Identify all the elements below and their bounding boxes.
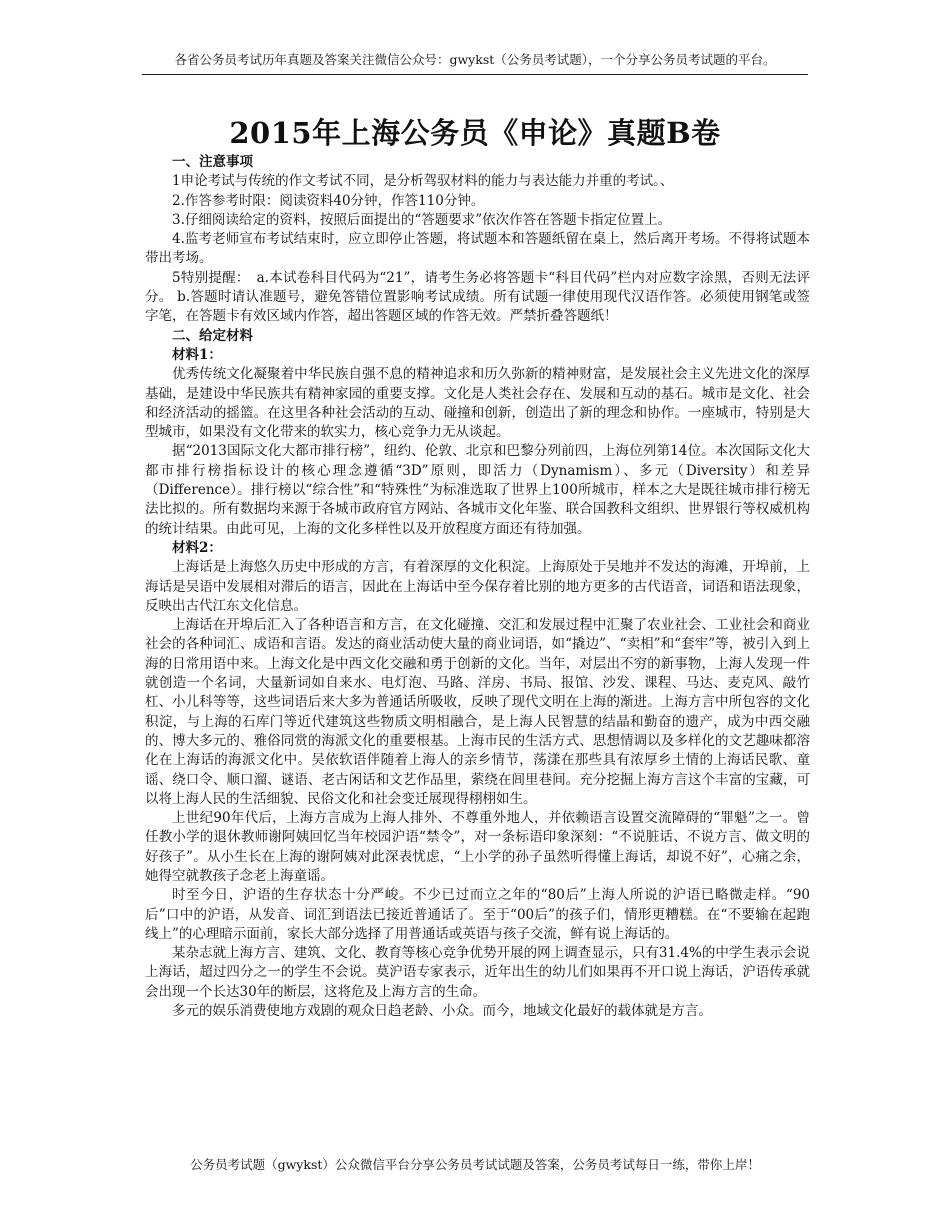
notice-item: 4.监考老师宣布考试结束时，应立即停止答题，将试题本和答题纸留在桌上，然后离开考场。不得将试题本带出考场。 (145, 231, 810, 267)
header-divider (142, 74, 808, 75)
material2-paragraph: 某杂志就上海方言、建筑、文化、教育等核心竞争优势开展的网上调查显示，只有31.4%的中学生表示会说上海话，超过四分之一的学生不会说。莫沪语专家表示，近年出生的幼儿们如果再不开口说上海话，沪语传承就会出现一个长达30年的断层，这将危及上海方言的生命。 (145, 945, 810, 1000)
material1-paragraph: 优秀传统文化凝聚着中华民族自强不息的精神追求和历久弥新的精神财富，是发展社会主义先进文化的深厚基础，是建设中华民族共有精神家园的重要支撑。文化是人类社会存在、发展和互动的基石。城市是文化、社会和经济活动的摇篮。在这里各种社会活动的互动、碰撞和创新，创造出了新的理念和协作。一座城市，特别是大型城市，如果没有文化带来的软实力，核心竞争力无从谈起。 (145, 366, 810, 441)
notice-item: 2.作答参考时限：阅读资料40分钟，作答110分钟。 (172, 192, 485, 209)
document-body (145, 153, 810, 1021)
material2-paragraph: 时至今日，沪语的生存状态十分严峻。不少已过而立之年的“80后”上海人所说的沪语已略微走样。“90后”口中的沪语，从发音、词汇到语法已接近普通话了。至于“00后”的孩子们，情形更糟糕。在“不要输在起跑线上”的心理暗示面前，家长大部分选择了用普通话或英语与孩子交流，鲜有说上海话的。 (145, 887, 810, 942)
notice-item: 5特别提醒： a.本试卷科目代码为“21”，请考生务必将答题卡“科目代码”栏内对应数字涂黑，否则无法评分。 b.答题时请认准题号，避免答错位置影响考试成绩。所有试题一律使用现代汉语作答。必须使用钢笔或签字笔，在答题卡有效区域内作答，超出答题区域的作答无效。严禁折叠答题纸！ (145, 269, 810, 325)
material1-paragraph: 据“2013国际文化大都市排行榜”，纽约、伦敦、北京和巴黎分列前四，上海位列第14位。本次国际文化大都市排行榜指标设计的核心理念遵循“3D”原则，即活力（Dynamism）、多元（Diversity）和差异（Difference）。排行榜以“综合性”和“特殊性”为标准选取了世界上100所城市，样本之大是既往城市排行榜无法比拟的。所有数据均来源于各城市政府官方网站、各城市文化年鉴、联合国教科文组织、世界银行等权威机构的统计结果。由此可见，上海的文化多样性以及开放程度方面还有待加强。 (145, 443, 810, 537)
section-heading-notice: 一、注意事项 (172, 154, 253, 170)
material2-paragraph: 上世纪90年代后，上海方言成为上海人排外、不尊重外地人，并依赖语言设置交流障碍的“罪魁”之一。曾任教小学的退休教师谢阿姨回忆当年校园沪语“禁令”，对一条标语印象深刻：“不说脏话、不说方言、做文明的好孩子”。从小生长在上海的谢阿姨对此深表忧虑，“上小学的孙子虽然听得懂上海话，却说不好”，心痛之余，她得空就教孩子念老上海童谣。 (145, 810, 810, 884)
section-heading-materials: 二、给定材料 (172, 327, 253, 344)
material2-heading: 材料2： (172, 539, 222, 556)
document-title: 2015年上海公务员《申论》真题B卷 (229, 116, 721, 150)
notice-item: 3.仔细阅读给定的资料，按照后面提出的“答题要求”依次作答在答题卡指定位置上。 (172, 211, 672, 228)
page-footer: 公务员考试题（gwykst）公众微信平台分享公务员考试试题及答案，公务员考试每日一练，带你上岸！ (190, 1157, 760, 1172)
notice-item: 1申论考试与传统的作文考试不同，是分析驾驭材料的能力与表达能力并重的考试。、 (172, 173, 674, 190)
material1-heading: 材料1： (172, 346, 222, 363)
material2-paragraph: 上海话是上海悠久历史中形成的方言，有着深厚的文化积淀。上海原处于吴地并不发达的海滩，开埠前，上海话是吴语中发展相对滞后的语言，因此在上海话中至今保存着比别的地方更多的古代语音，词语和语法现象，反映出古代江东文化信息。 (145, 559, 810, 614)
material2-paragraph: 多元的娱乐消费使地方戏剧的观众日趋老龄、小众。而今，地域文化最好的载体就是方言。 (172, 1003, 712, 1020)
material2-paragraph: 上海话在开埠后汇入了各种语言和方言，在文化碰撞、交汇和发展过程中汇聚了农业社会、工业社会和商业社会的各种词汇、成语和言语。发达的商业活动使大量的商业词语，如“撬边”、“卖相”和“套牢”等，被引入到上海的日常用语中来。上海文化是中西文化交融和勇于创新的文化。当年，对层出不穷的新事物，上海人发现一件就创造一个名词，大量新词如自来水、电灯泡、马路、洋房、书局、报馆、沙发、课程、马达、麦克风、敲竹杠、小儿科等等，这些词语后来大多为普通话所吸收，反映了现代文明在上海的渐进。上海方言中所包容的文化积淀，与上海的石库门等近代建筑这些物质文明相融合，是上海人民智慧的结晶和勤奋的遗产，成为中西交融的、博大多元的、雅俗同赏的海派文化的重要根基。上海市民的生活方式、思想情调以及多样化的文艺趣味都溶化在上海话的海派文化中。吴依软语伴随着上海人的亲乡情节，荡漾在那些具有浓厚乡土情的上海话民歌、童谣、绕口令、顺口溜、谜语、老古闲话和文艺作品里，萦绕在闾里巷间。充分挖掘上海方言这个丰富的宝藏，可以将上海人民的生活细貌、民俗文化和社会变迁展现得栩栩如生。 (145, 617, 810, 807)
page-header: 各省公务员考试历年真题及答案关注微信公众号：gwykst（公务员考试题），一个分享公务员考试题的平台。 (174, 52, 776, 67)
